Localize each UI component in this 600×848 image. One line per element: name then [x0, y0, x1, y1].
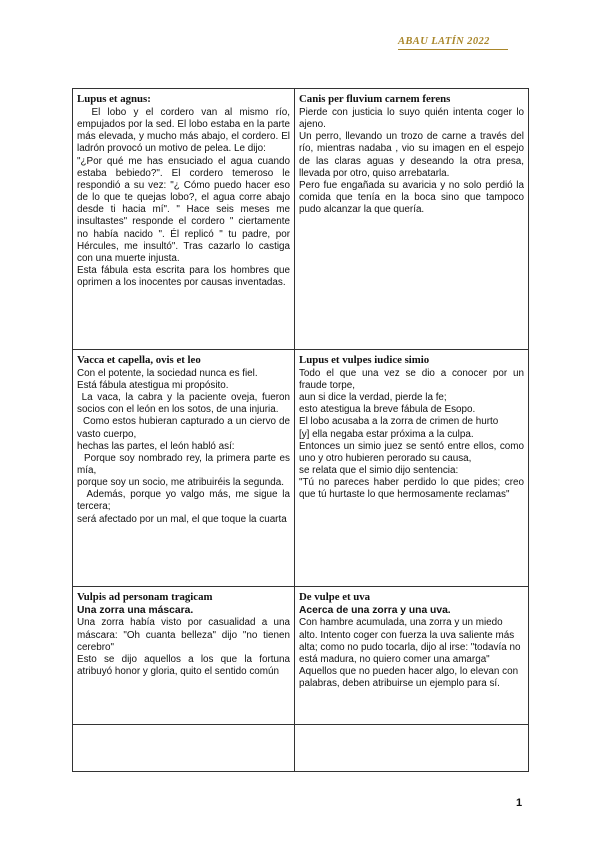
fable-title: De vulpe et uva: [299, 590, 371, 603]
fable-title: Vulpis ad personam tragicam: [77, 590, 213, 603]
fable-paragraph: Como estos hubieran capturado a un ciervo de vasto cuerpo,: [77, 416, 293, 440]
fable-title: Lupus et agnus:: [77, 93, 151, 105]
fable-paragraph: El lobo y el cordero van al mismo río, empujados por la sed. El lobo estaba en la parte más elevada, y mucho más abajo, el cordero. El ladrón provocó un motivo de pelea. Le dijo:: [77, 107, 293, 155]
fable-paragraph: La vaca, la cabra y la paciente oveja, fueron socios con el león en los sotos, de una injuria.: [77, 392, 293, 416]
fable-paragraph: El lobo acusaba a la zorra de crimen de hurto: [299, 416, 499, 428]
page-header: ABAU LATÍN 2022: [398, 36, 518, 47]
cell-canis: [295, 89, 529, 350]
fable-paragraph: Todo el que una vez se dio a conocer por un fraude torpe,: [299, 367, 524, 391]
fable-paragraph: Pero fue engañada su avaricia y no solo perdió la comida que tenía en la boca sino que tampoco pudo alcanzar la que quería.: [299, 179, 524, 216]
empty-cell: [295, 724, 529, 771]
fable-paragraph: esto atestigua la breve fábula de Esopo.: [299, 404, 476, 416]
cell-vulpis: [73, 586, 295, 724]
fable-paragraph: Esta fábula esta escrita para los hombres que oprimen a los inocentes por causas inventadas.: [77, 265, 290, 289]
fable-paragraph: Con el potente, la sociedad nunca es fiel.: [77, 367, 258, 379]
fable-paragraph: será afectado por un mal, el que toque la cuarta: [77, 513, 287, 525]
fable-paragraph: Un perro, llevando un trozo de carne a través del río, mientras nadaba , vio su imagen en el espejo de las claras aguas y deseando la otra presa, llevada por otro, quiso arrebatarla.: [299, 131, 524, 179]
fable-paragraph: Está fábula atestigua mi propósito.: [77, 379, 229, 391]
cell-lupus-agnus: [73, 89, 295, 350]
fable-paragraph: [y] ella negaba estar próxima a la culpa.: [299, 428, 474, 440]
fable-paragraph: aun si dice la verdad, pierde la fe;: [299, 392, 447, 404]
fable-subtitle: Una zorra una máscara.: [77, 604, 194, 616]
fable-paragraph: Porque soy nombrado rey, la primera parte es mía,: [77, 452, 293, 476]
fable-paragraph: Entonces un simio juez se sentó entre ellos, como uno y otro hubieren perorado su causa,: [299, 440, 524, 464]
fable-paragraph: Esto se dijo aquellos a los que la fortuna atribuyó honor y gloria, quito el sentido común: [77, 653, 290, 678]
fable-paragraph: "¿Por qué me has ensuciado el agua cuando estaba bebiedo?". El cordero temeroso le respondió a su vez: "¿ Cómo puedo hacer eso de lo que te quejas lobo?, el agua corre abajo desde ti hacia mí". " Hace seis meses me insultastes" responde el cordero " ciertamente no había nacido ". Él replicó " tu padre, por Hércules, me insultó". Tras cazarlo lo castiga con una muerte injusta.: [77, 155, 290, 264]
fable-title: Vacca et capella, ovis et leo: [77, 353, 201, 366]
cell-lupus-vulpes: [295, 349, 529, 586]
fable-paragraph: se relata que el simio dijo sentencia:: [299, 464, 459, 476]
cell-vulpe-uva: [295, 586, 529, 724]
fable-paragraph: Además, porque yo valgo más, me sigue la tercera;: [77, 489, 293, 513]
fables-table: [72, 88, 529, 772]
cell-vacca: [73, 349, 295, 586]
fable-paragraph: Con hambre acumulada, una zorra y un miedo alto. Intento coger con fuerza la uva saliente más alta; como no pudo tocarla, dijo al irse: "todavía no está madura, no quiero comer una amarga": [299, 617, 521, 665]
fable-title: Lupus et vulpes iudice simio: [299, 353, 430, 366]
fable-title: Canis per fluvium carnem ferens: [299, 93, 451, 105]
page-number: 1: [516, 797, 523, 809]
empty-cell: [73, 724, 295, 771]
fable-paragraph: hechas las partes, el león habló así:: [77, 440, 235, 452]
fable-paragraph: Una zorra había visto por casualidad a una máscara: "Oh cuanta belleza" dijo "no tienen cerebro": [77, 617, 290, 653]
fable-paragraph: Aquellos que no pueden hacer algo, lo elevan con palabras, deben atribuirse un ejemplo para sí.: [299, 666, 519, 690]
fable-subtitle: Acerca de una zorra y una uva.: [299, 604, 451, 616]
fable-paragraph: porque soy un socio, me atribuiréis la segunda.: [77, 477, 284, 489]
fable-paragraph: Pierde con justicia lo suyo quién intenta coger lo ajeno.: [299, 107, 524, 131]
fable-paragraph: "Tú no pareces haber perdido lo que pides; creo que tú hurtaste lo que hermosamente reclamas": [299, 477, 524, 501]
